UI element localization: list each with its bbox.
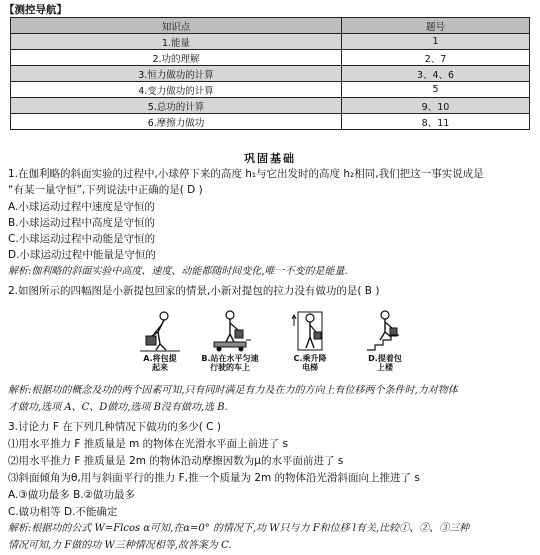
q3-stem: 3.讨论力 F 在下列几种情况下做功的多少( C ) bbox=[8, 421, 221, 433]
q3-case-2: ⑵用水平推力 F 推质量是 2m 的物体沿动摩擦因数为μ的水平面前进了 s bbox=[8, 455, 344, 467]
table-row bbox=[11, 66, 530, 82]
person-lifting-bag-icon bbox=[140, 310, 180, 352]
number-cell: 1 bbox=[342, 34, 530, 50]
q2-stem: 2.如图所示的四幅图是小新提包回家的情景,小新对提包的拉力没有做功的是( B ) bbox=[8, 285, 380, 297]
q1-stem-line1: 1.在伽利略的斜面实验的过程中,小球停下来的高度 h₁与它出发时的高度 h₂相同,我们把这一事实说成是 bbox=[8, 168, 484, 180]
topic-cell: 3.恒力做功的计算 bbox=[11, 66, 342, 82]
q1-analysis: 解析:伽利略的斜面实验中高度、速度、动能都随时间变化,唯一不变的是能量. bbox=[8, 266, 348, 277]
table-header-row bbox=[11, 18, 530, 34]
number-cell: 8、11 bbox=[342, 114, 530, 130]
q1-stem-line2: “有某一量守恒”,下列说法中正确的是( D ) bbox=[8, 184, 203, 196]
table-row bbox=[11, 98, 530, 114]
person-climbing-stairs-icon bbox=[365, 310, 405, 352]
figure-d-caption: D.提着包 上楼 bbox=[368, 354, 402, 372]
topic-cell: 6.摩擦力做功 bbox=[11, 114, 342, 130]
q1-option-b: B.小球运动过程中高度是守恒的 bbox=[8, 217, 156, 229]
figure-a-caption: A.将包提 起来 bbox=[143, 354, 177, 372]
header-number: 题号 bbox=[342, 18, 530, 34]
q2-figures bbox=[130, 310, 430, 380]
q1-option-a: A.小球运动过程中速度是守恒的 bbox=[8, 201, 155, 213]
figure-c-caption: C.乘升降 电梯 bbox=[293, 354, 327, 372]
q3-options-ab: A.③做功最多 B.②做功最多 bbox=[8, 489, 136, 501]
q2-analysis-line2: 才做功,选项 A、C、D做功,选项 B没有做功,选 B. bbox=[8, 402, 228, 413]
number-cell: 2、7 bbox=[342, 50, 530, 66]
q3-options-cd: C.做功相等 D.不能确定 bbox=[8, 506, 118, 518]
navigation-tag: 【测控导航】 bbox=[4, 4, 67, 16]
table-row bbox=[11, 50, 530, 66]
number-cell: 3、4、6 bbox=[342, 66, 530, 82]
topic-cell: 2.功的理解 bbox=[11, 50, 342, 66]
topic-cell: 4.变力做功的计算 bbox=[11, 82, 342, 98]
q3-analysis-line2: 情况可知,力 F做的功 W三种情况相等,故答案为 C. bbox=[8, 540, 232, 551]
person-on-cart-icon bbox=[208, 310, 252, 352]
q2-analysis-line1: 解析:根据功的概念及功的两个因素可知,只有同时满足有力及在力的方向上有位移两个条件时,力对物体 bbox=[8, 385, 458, 396]
q3-analysis-line1: 解析:根据功的公式 W=Flcos α可知,在α=0° 的情况下,功 W只与力 F和位移 l有关,比较①、②、③三种 bbox=[8, 523, 470, 534]
figure-d bbox=[355, 310, 415, 380]
table-row bbox=[11, 114, 530, 130]
figure-a bbox=[130, 310, 190, 380]
q1-option-c: C.小球运动过程中动能是守恒的 bbox=[8, 233, 156, 245]
q3-case-1: ⑴用水平推力 F 推质量是 m 的物体在光滑水平面上前进了 s bbox=[8, 438, 288, 450]
q1-option-d: D.小球运动过程中能量是守恒的 bbox=[8, 249, 156, 261]
topic-cell: 5.总功的计算 bbox=[11, 98, 342, 114]
header-topic: 知识点 bbox=[11, 18, 342, 34]
person-in-elevator-icon bbox=[290, 310, 330, 352]
number-cell: 9、10 bbox=[342, 98, 530, 114]
table-row bbox=[11, 82, 530, 98]
q3-case-3: ⑶斜面倾角为θ,用与斜面平行的推力 F,推一个质量为 2m 的物体沿光滑斜面向上推进了 s bbox=[8, 472, 420, 484]
section-title: 巩固基础 bbox=[244, 152, 296, 165]
figure-b bbox=[200, 310, 260, 380]
table-row bbox=[11, 34, 530, 50]
number-cell: 5 bbox=[342, 82, 530, 98]
topic-table bbox=[10, 17, 530, 130]
figure-c bbox=[280, 310, 340, 380]
topic-cell: 1.能量 bbox=[11, 34, 342, 50]
figure-b-caption: B.站在水平匀速 行驶的车上 bbox=[201, 354, 259, 372]
